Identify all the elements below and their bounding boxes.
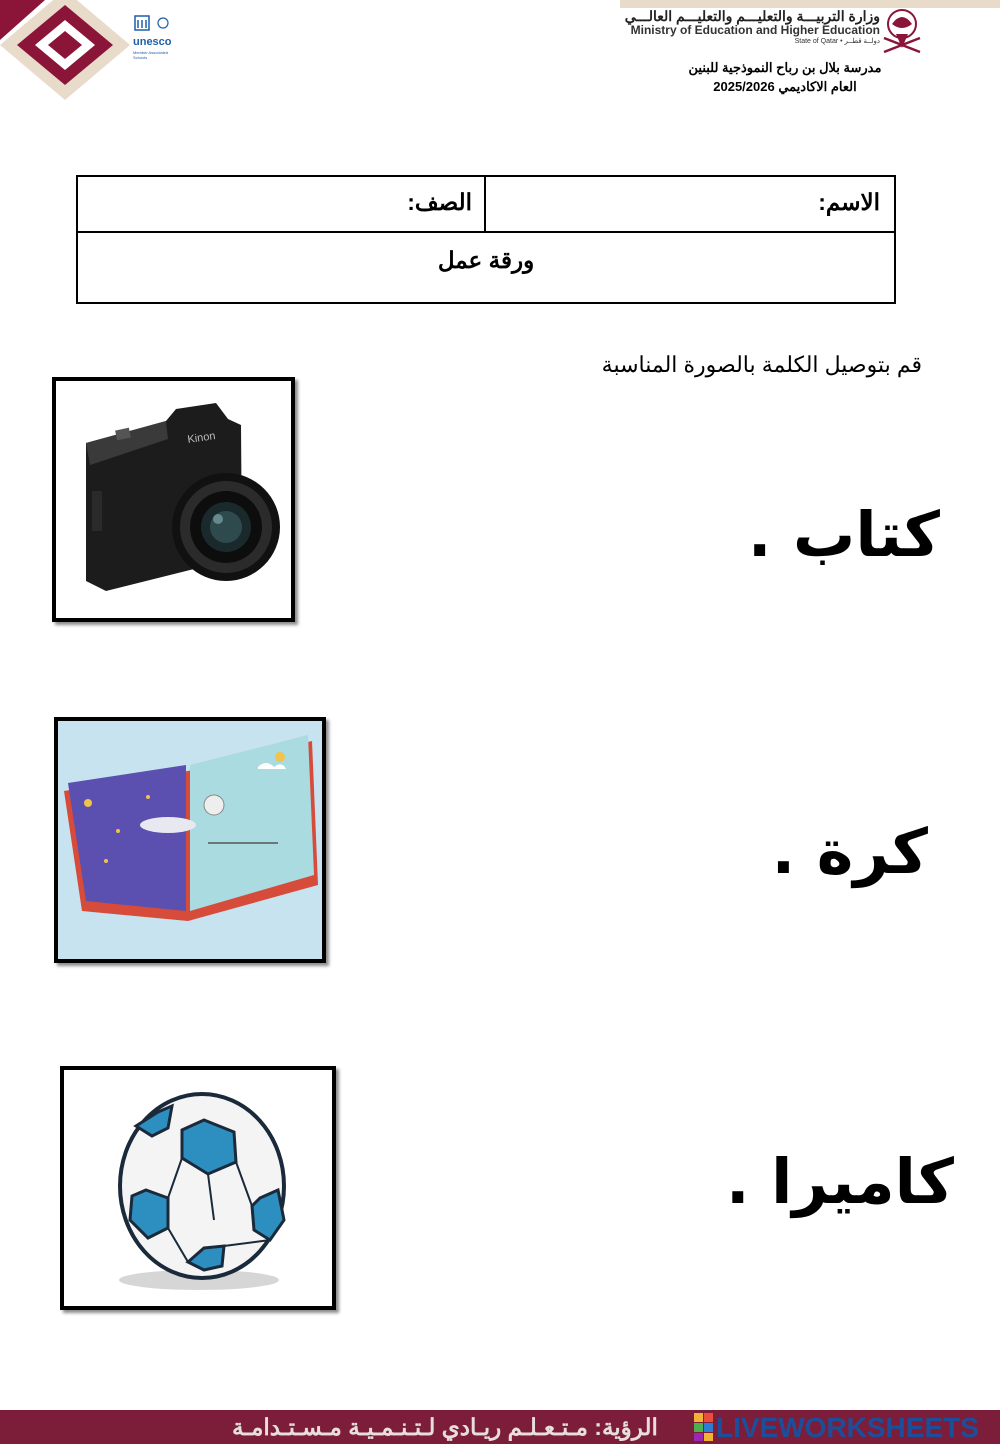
picture-camera[interactable] bbox=[52, 377, 295, 622]
unesco-logo bbox=[133, 14, 193, 64]
class-label: الصف: bbox=[407, 189, 472, 215]
ministry-name-en: Ministry of Education and Higher Education bbox=[630, 23, 880, 37]
picture-book[interactable] bbox=[54, 717, 326, 963]
match-word-book[interactable]: كتاب . bbox=[747, 498, 940, 571]
picture-ball[interactable] bbox=[60, 1066, 336, 1310]
name-cell[interactable] bbox=[484, 177, 894, 233]
student-info-table bbox=[76, 175, 896, 304]
liveworksheets-watermark[interactable]: LIVEWORKSHEETS bbox=[716, 1412, 979, 1443]
match-word-camera[interactable]: كاميرا . bbox=[726, 1145, 954, 1218]
ministry-name-ar: وزارة التربيـــة والتعليـــم والتعليـــم العالـــي bbox=[624, 8, 880, 24]
soccer-ball-icon bbox=[64, 1070, 332, 1306]
unesco-subtext: Member Associated Schools bbox=[133, 50, 169, 60]
header-decor-bar bbox=[620, 0, 1000, 8]
book-icon bbox=[58, 721, 322, 959]
footer-vision-slogan: الرؤية: مـتـعـلـم ريـادي لـتـنـمـيـة مـسـتـدامـة bbox=[232, 1414, 658, 1440]
state-of-qatar: State of Qatar • دولــة قطــر bbox=[794, 38, 880, 45]
school-corner-logo bbox=[0, 0, 130, 100]
school-info bbox=[660, 58, 910, 96]
class-cell[interactable] bbox=[78, 177, 486, 233]
footer-bar bbox=[0, 1410, 1000, 1444]
liveworksheets-logo-icon bbox=[694, 1413, 714, 1441]
match-word-ball[interactable]: كرة . bbox=[771, 815, 928, 888]
instruction-text: قم بتوصيل الكلمة بالصورة المناسبة bbox=[601, 352, 922, 377]
unesco-temple-icon bbox=[133, 14, 173, 34]
school-name: مدرسة بلال بن رباح النموذجية للبنين bbox=[688, 60, 882, 75]
unesco-wordmark: unesco bbox=[133, 36, 172, 48]
ministry-header bbox=[625, 8, 880, 45]
camera-brand-label: Kinon bbox=[186, 430, 217, 446]
qatar-emblem-icon bbox=[874, 2, 930, 58]
name-label: الاسم: bbox=[818, 189, 880, 215]
academic-year: العام الاكاديمي 2025/2026 bbox=[713, 79, 857, 94]
camera-icon bbox=[56, 381, 291, 618]
worksheet-title: ورقة عمل bbox=[437, 247, 535, 273]
